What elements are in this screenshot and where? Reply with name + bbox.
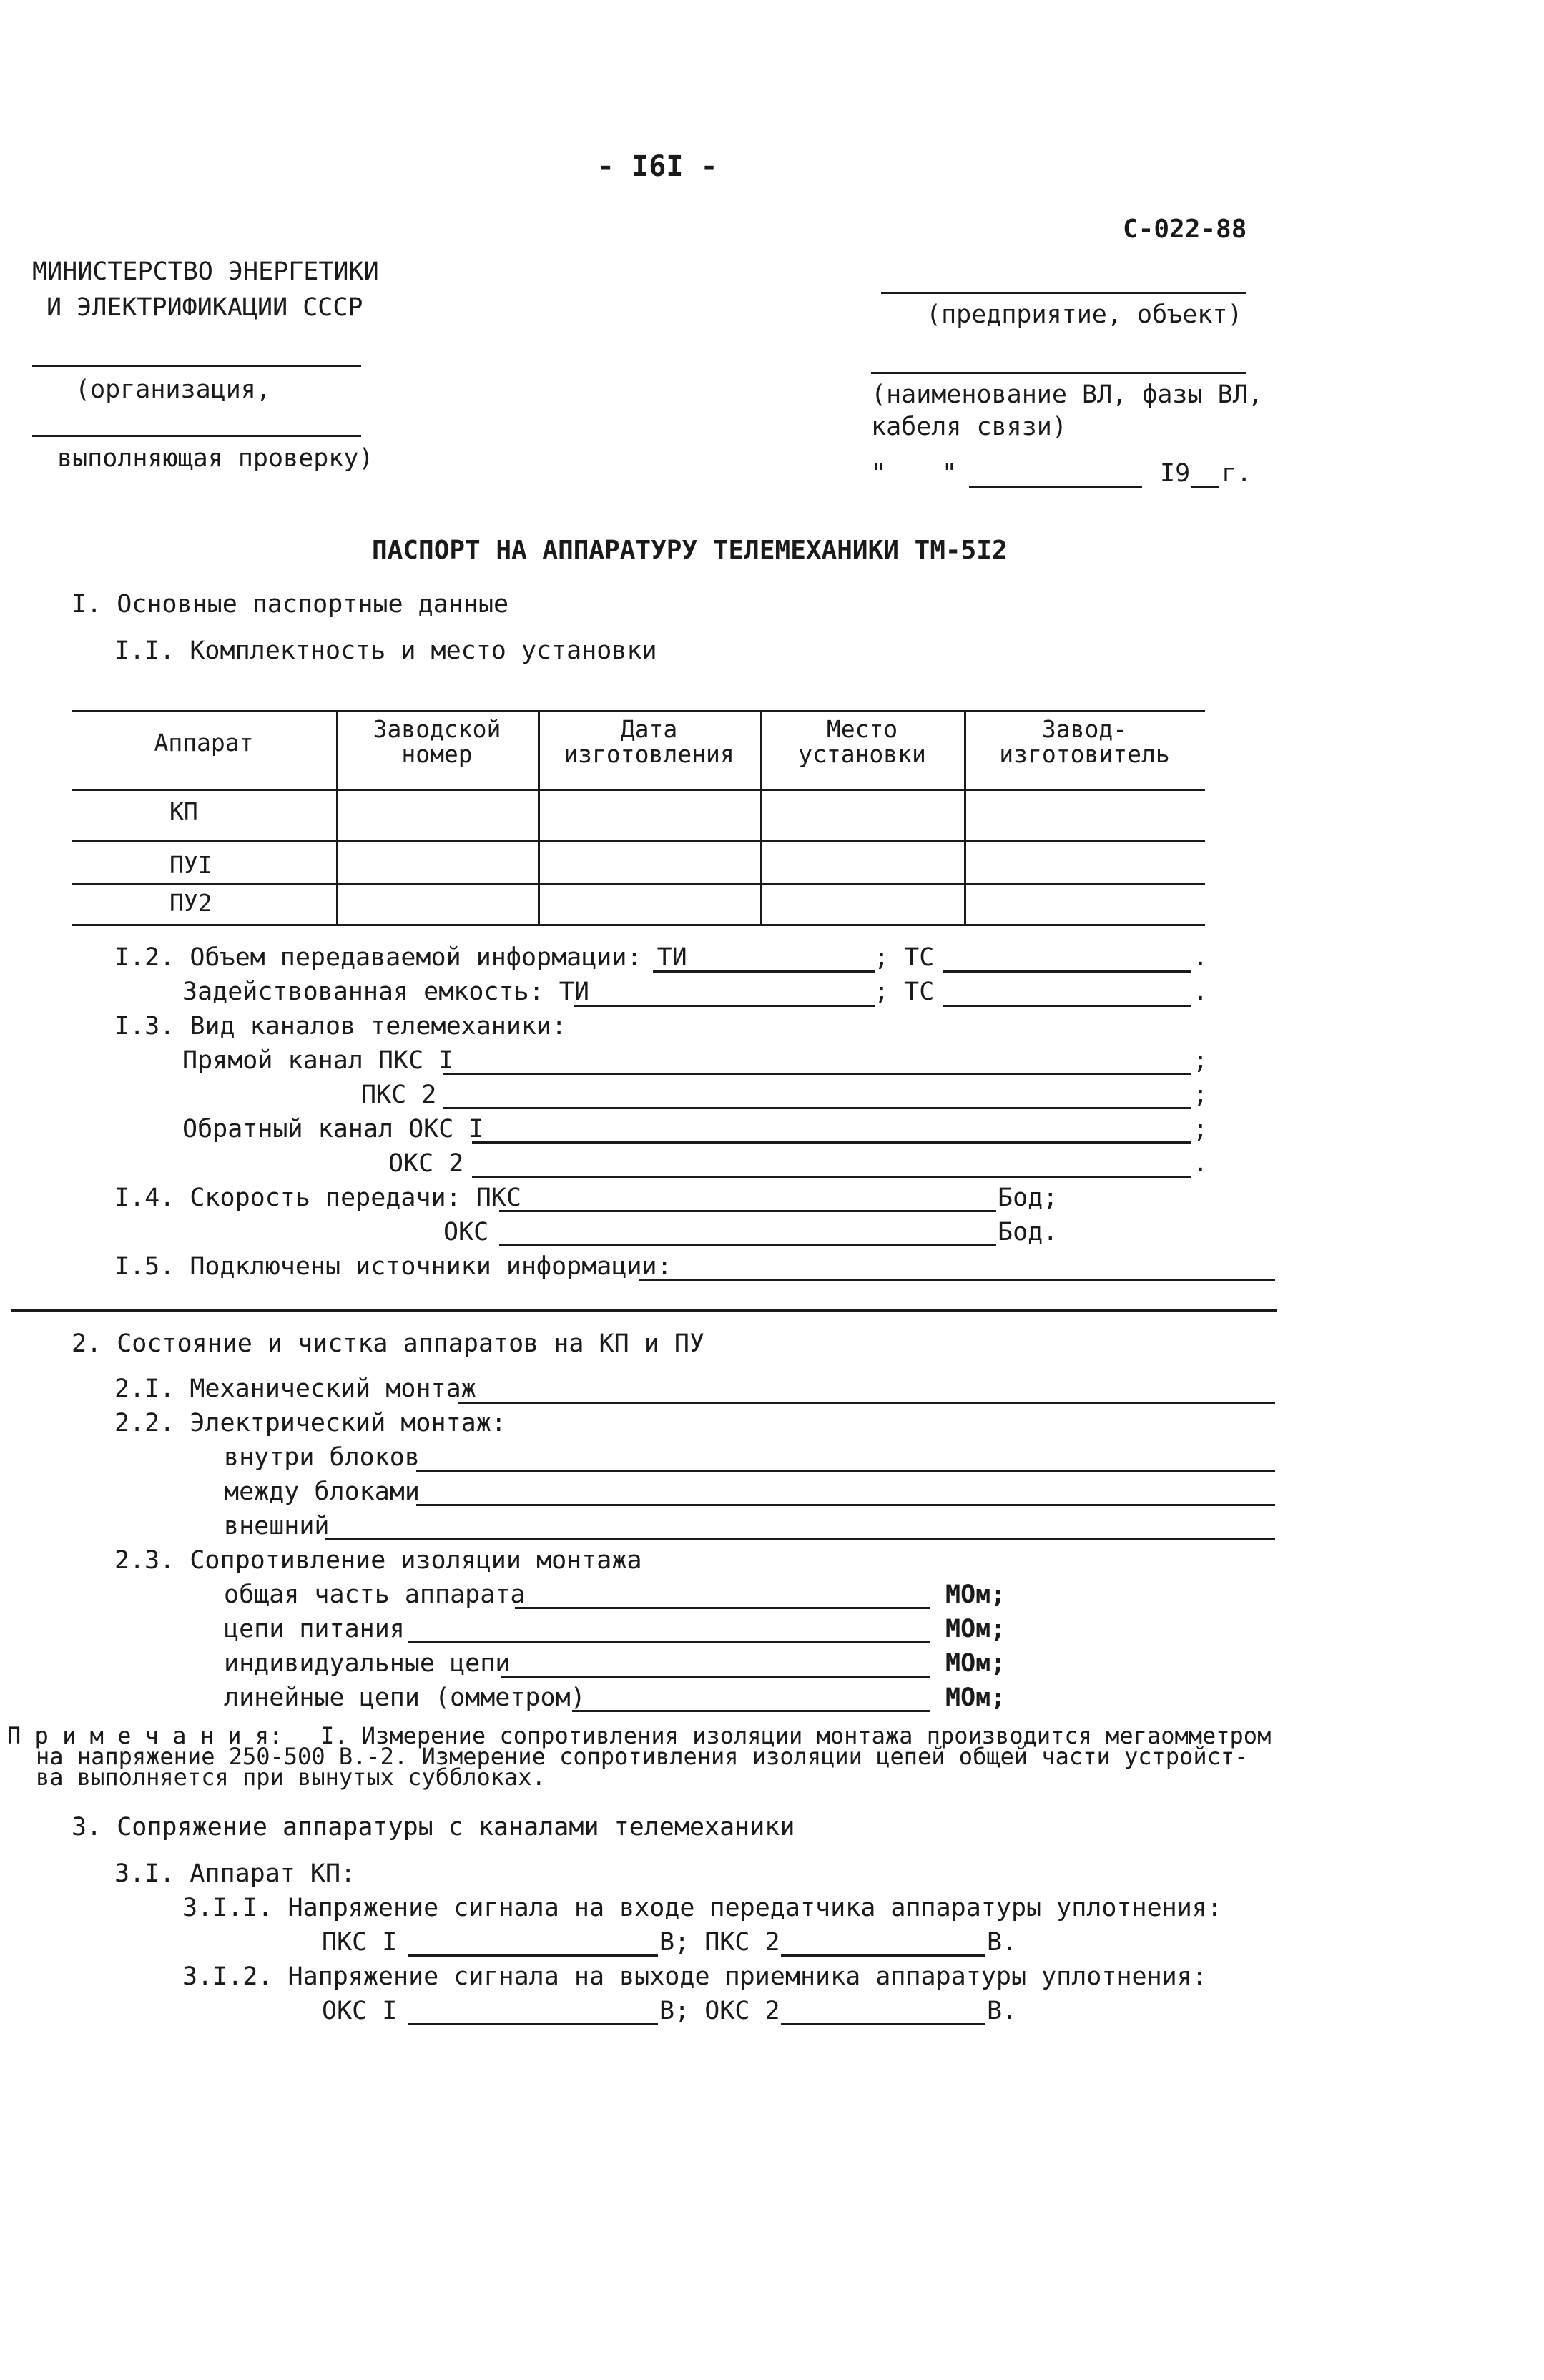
line-end-dot: . xyxy=(1193,978,1209,1006)
baud-unit-1: Бод; xyxy=(998,1184,1058,1212)
table-header-manufacturer: Завод- изготовитель xyxy=(999,715,1170,768)
table-header-serial-number: Заводской номер xyxy=(373,715,501,768)
date-quote-open: " xyxy=(871,459,887,488)
pks-speed-field xyxy=(499,1210,996,1212)
section-1-5-label: I.5. Подключены источники информации: xyxy=(114,1252,672,1281)
note-label: П р и м е ч а н и я: xyxy=(7,1722,283,1749)
date-quote-close: " xyxy=(942,459,958,488)
oks2-field xyxy=(472,1176,1191,1178)
table-row-label-kp: КП xyxy=(169,797,198,825)
ti-capacity-field xyxy=(574,1005,875,1007)
pks2-voltage-label: В; ПКС 2 xyxy=(659,1928,780,1957)
individual-circuits-field xyxy=(501,1676,930,1678)
megaohm-unit: МОм; xyxy=(945,1683,1006,1712)
pks1-voltage-label: ПКС I xyxy=(322,1928,398,1957)
info-sources-field xyxy=(639,1279,1275,1281)
reverse-channel-oks2-label: ОКС 2 xyxy=(388,1149,464,1178)
table-top-rule xyxy=(72,710,1205,712)
oks1-field xyxy=(472,1141,1191,1144)
ts-volume-field xyxy=(943,970,1191,973)
organization-caption-2: выполняющая проверку) xyxy=(57,444,374,473)
section-3-1-1-label: 3.I.I. Напряжение сигнала на входе передатчика аппаратуры уплотнения: xyxy=(182,1894,1222,1922)
section-3-1-2-label: 3.I.2. Напряжение сигнала на выходе приемника аппаратуры уплотнения: xyxy=(182,1962,1207,1991)
line-end-dot: . xyxy=(1193,943,1209,972)
reverse-channel-oks1-label: Обратный канал ОКС I xyxy=(182,1115,484,1144)
section-2-2-label: 2.2. Электрический монтаж: xyxy=(114,1409,506,1437)
note-line-3: ва выполняется при вынутых субблоках. xyxy=(36,1764,546,1791)
section-2-1-label: 2.I. Механический монтаж xyxy=(114,1375,476,1403)
section-2-heading: 2. Состояние и чистка аппаратов на КП и ПУ xyxy=(72,1329,705,1358)
section-2-3-label: 2.3. Сопротивление изоляции монтажа xyxy=(114,1546,642,1575)
external-field xyxy=(325,1538,1275,1540)
page-number: - I6I - xyxy=(597,150,718,183)
organization-field xyxy=(32,365,361,367)
between-blocks-label: между блоками xyxy=(224,1477,420,1506)
inside-blocks-label: внутри блоков xyxy=(224,1443,420,1472)
line-circuits-label: линейные цепи (омметром) xyxy=(224,1683,586,1712)
date-year: I9 xyxy=(1160,459,1191,488)
table-header-manufacture-date: Дата изготовления xyxy=(564,715,734,768)
section-1-2-line-1: I.2. Объем передаваемой информации: ТИ xyxy=(114,943,687,972)
enterprise-caption: (предприятие, объект) xyxy=(926,300,1243,329)
external-label: внешний xyxy=(224,1512,330,1540)
section-1-1-heading: I.I. Комплектность и место установки xyxy=(114,636,657,665)
note-line-2: на напряжение 250-500 В.-2. Измерение сопротивления изоляции цепей общей части устройст- xyxy=(36,1743,1249,1770)
volt-unit: В. xyxy=(987,1928,1018,1957)
section-1-heading: I. Основные паспортные данные xyxy=(72,590,509,619)
section-1-4-label: I.4. Скорость передачи: ПКС xyxy=(114,1184,521,1212)
inside-blocks-field xyxy=(416,1470,1275,1472)
oks2-voltage-label: В; ОКС 2 xyxy=(659,1997,780,2025)
note-line-1: I. Измерение сопротивления изоляции монтажа производится мегаомметром xyxy=(320,1722,1272,1749)
section-3-heading: 3. Сопряжение аппаратуры с каналами телемеханики xyxy=(72,1813,795,1841)
megaohm-unit: МОм; xyxy=(945,1615,1006,1643)
oks-speed-field xyxy=(499,1244,996,1246)
pks1-voltage-field xyxy=(408,1954,658,1957)
table-row-rule xyxy=(72,840,1205,842)
mechanical-assembly-field xyxy=(458,1402,1275,1404)
ts-label-2: ; ТС xyxy=(874,978,935,1006)
section-divider xyxy=(11,1309,1277,1312)
line-end-semicolon: ; xyxy=(1193,1046,1209,1075)
pks1-field xyxy=(443,1073,1191,1075)
enterprise-field xyxy=(881,292,1246,294)
individual-circuits-label: индивидуальные цепи xyxy=(224,1649,511,1678)
line-name-caption-1: (наименование ВЛ, фазы ВЛ, xyxy=(871,380,1263,409)
organization-field-2 xyxy=(32,435,361,437)
table-header-rule xyxy=(72,789,1205,791)
megaohm-unit: МОм; xyxy=(945,1649,1006,1678)
table-bottom-rule xyxy=(72,924,1205,926)
ministry-line-2: И ЭЛЕКТРИФИКАЦИИ СССР xyxy=(46,293,363,322)
line-circuits-field xyxy=(572,1710,930,1712)
common-part-field xyxy=(515,1607,930,1609)
section-3-1-label: 3.I. Аппарат КП: xyxy=(114,1859,356,1888)
ti-volume-field xyxy=(653,970,875,973)
oks-speed-label: ОКС xyxy=(443,1218,489,1246)
baud-unit-2: Бод. xyxy=(998,1218,1058,1246)
ts-label-1: ; ТС xyxy=(874,943,935,972)
megaohm-unit: МОм; xyxy=(945,1580,1006,1609)
forward-channel-pks2-label: ПКС 2 xyxy=(361,1081,437,1109)
ministry-line-1: МИНИСТЕРСТВО ЭНЕРГЕТИКИ xyxy=(32,257,379,286)
common-part-label: общая часть аппарата xyxy=(224,1580,526,1609)
power-circuits-label: цепи питания xyxy=(224,1615,405,1643)
pks2-field xyxy=(443,1107,1191,1109)
section-1-3-heading: I.3. Вид каналов телемеханики: xyxy=(114,1012,567,1041)
line-end-semicolon: ; xyxy=(1193,1081,1209,1109)
line-name-field xyxy=(871,372,1246,374)
date-field xyxy=(969,486,1142,488)
table-row-rule xyxy=(72,883,1205,885)
oks1-voltage-field xyxy=(408,2023,658,2025)
table-header-apparatus: Аппарат xyxy=(154,729,254,757)
date-year-suffix: г. xyxy=(1221,459,1252,488)
table-row-label-pu1: ПУI xyxy=(169,851,212,879)
oks2-voltage-field xyxy=(781,2023,985,2025)
line-name-caption-2: кабеля связи) xyxy=(871,413,1067,441)
volt-unit: В. xyxy=(987,1997,1018,2025)
power-circuits-field xyxy=(408,1641,930,1643)
organization-caption-1: (организация, xyxy=(75,375,271,404)
section-1-2-line-2: Задействованная емкость: ТИ xyxy=(182,978,589,1006)
between-blocks-field xyxy=(416,1504,1275,1506)
document-code: С-022-88 xyxy=(1123,215,1247,244)
line-end-dot: . xyxy=(1193,1149,1209,1178)
table-header-installation-place: Место установки xyxy=(798,715,926,768)
line-end-semicolon: ; xyxy=(1193,1115,1209,1144)
oks1-voltage-label: ОКС I xyxy=(322,1997,398,2025)
ts-capacity-field xyxy=(943,1005,1191,1007)
table-row-label-pu2: ПУ2 xyxy=(169,889,212,917)
document-title: ПАСПОРТ НА АППАРАТУРУ ТЕЛЕМЕХАНИКИ ТМ-5I2 xyxy=(372,536,1008,565)
year-field xyxy=(1191,486,1219,488)
forward-channel-pks1-label: Прямой канал ПКС I xyxy=(182,1046,454,1075)
pks2-voltage-field xyxy=(781,1954,985,1957)
